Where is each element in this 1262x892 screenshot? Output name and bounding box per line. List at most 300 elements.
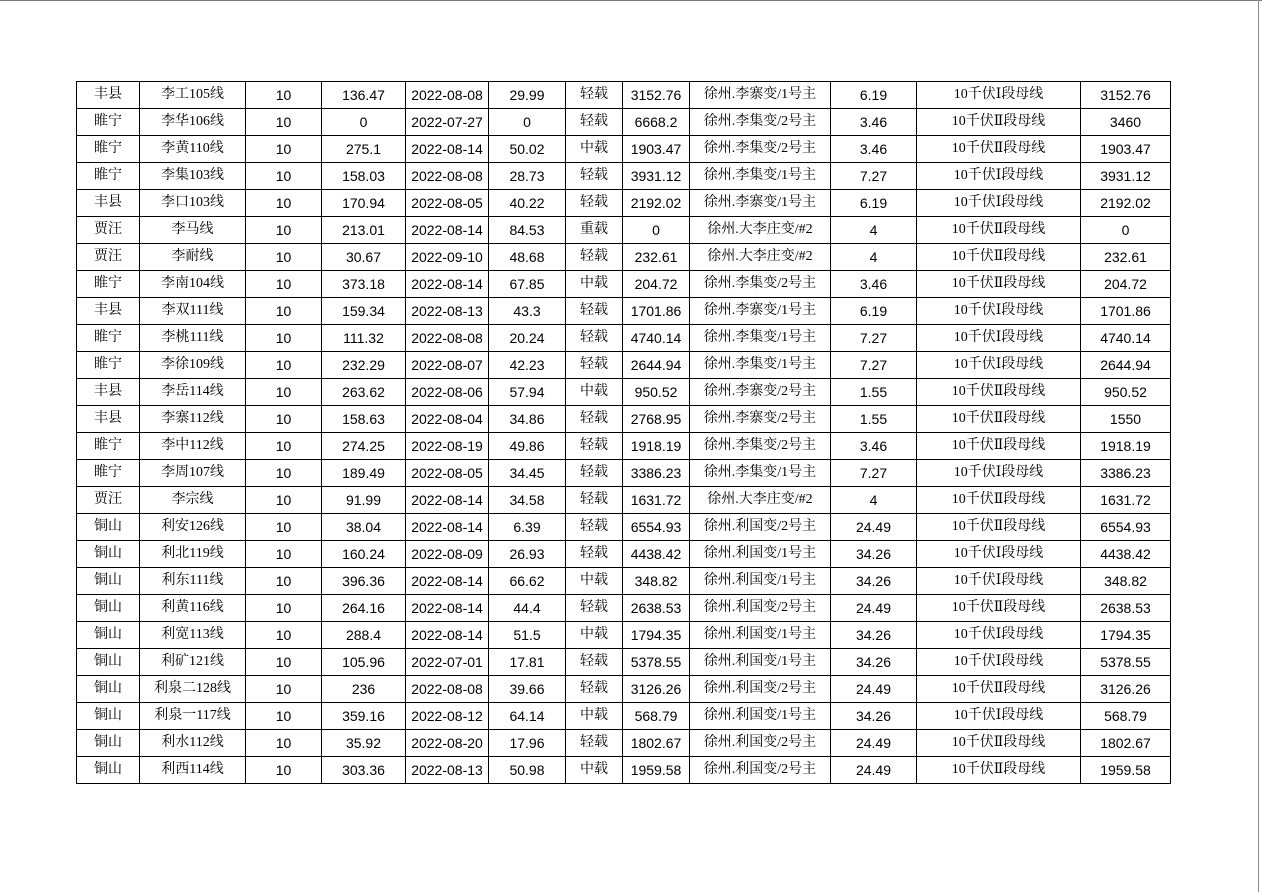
substation-cell: 徐州.利国变/2号主 (690, 676, 831, 703)
district-cell: 丰县 (77, 379, 140, 406)
load-rate-cell: 67.85 (489, 271, 566, 298)
voltage-cell: 10 (246, 487, 322, 514)
capacity-cell: 1701.86 (623, 298, 690, 325)
date-cell: 2022-08-08 (406, 676, 489, 703)
date-cell: 2022-08-14 (406, 595, 489, 622)
transformer-value-cell: 4 (831, 487, 917, 514)
busbar-cell: 10千伏Ⅱ段母线 (917, 757, 1081, 784)
available-capacity-cell: 3126.26 (1081, 676, 1171, 703)
feeder-load-table (76, 81, 1171, 784)
current-cell: 158.63 (322, 406, 406, 433)
capacity-cell: 6554.93 (623, 514, 690, 541)
capacity-cell: 2768.95 (623, 406, 690, 433)
date-cell: 2022-08-12 (406, 703, 489, 730)
busbar-cell: 10千伏Ⅱ段母线 (917, 730, 1081, 757)
current-cell: 159.34 (322, 298, 406, 325)
line-name-cell: 李工105线 (140, 82, 246, 109)
load-rate-cell: 39.66 (489, 676, 566, 703)
busbar-cell: 10千伏Ⅱ段母线 (917, 514, 1081, 541)
load-status-cell: 轻载 (566, 244, 623, 271)
district-cell: 铜山 (77, 676, 140, 703)
capacity-cell: 1794.35 (623, 622, 690, 649)
available-capacity-cell: 5378.55 (1081, 649, 1171, 676)
line-name-cell: 李集103线 (140, 163, 246, 190)
load-rate-cell: 64.14 (489, 703, 566, 730)
current-cell: 275.1 (322, 136, 406, 163)
busbar-cell: 10千伏Ⅱ段母线 (917, 271, 1081, 298)
substation-cell: 徐州.李集变/1号主 (690, 325, 831, 352)
district-cell: 铜山 (77, 514, 140, 541)
date-cell: 2022-08-14 (406, 568, 489, 595)
load-rate-cell: 34.58 (489, 487, 566, 514)
district-cell: 睢宁 (77, 109, 140, 136)
district-cell: 睢宁 (77, 433, 140, 460)
load-status-cell: 轻载 (566, 541, 623, 568)
available-capacity-cell: 204.72 (1081, 271, 1171, 298)
load-rate-cell: 29.99 (489, 82, 566, 109)
substation-cell: 徐州.利国变/1号主 (690, 568, 831, 595)
current-cell: 396.36 (322, 568, 406, 595)
busbar-cell: 10千伏Ⅱ段母线 (917, 217, 1081, 244)
table-row (77, 271, 1171, 298)
date-cell: 2022-08-14 (406, 487, 489, 514)
capacity-cell: 3931.12 (623, 163, 690, 190)
table-row (77, 568, 1171, 595)
load-rate-cell: 51.5 (489, 622, 566, 649)
voltage-cell: 10 (246, 190, 322, 217)
capacity-cell: 2644.94 (623, 352, 690, 379)
current-cell: 373.18 (322, 271, 406, 298)
substation-cell: 徐州.利国变/2号主 (690, 730, 831, 757)
line-name-cell: 李马线 (140, 217, 246, 244)
table-row (77, 541, 1171, 568)
table-row (77, 136, 1171, 163)
district-cell: 睢宁 (77, 352, 140, 379)
current-cell: 170.94 (322, 190, 406, 217)
load-status-cell: 中载 (566, 622, 623, 649)
line-name-cell: 利北119线 (140, 541, 246, 568)
load-rate-cell: 34.86 (489, 406, 566, 433)
substation-cell: 徐州.大李庄变/#2 (690, 244, 831, 271)
busbar-cell: 10千伏Ⅰ段母线 (917, 298, 1081, 325)
voltage-cell: 10 (246, 649, 322, 676)
capacity-cell: 3126.26 (623, 676, 690, 703)
current-cell: 288.4 (322, 622, 406, 649)
date-cell: 2022-08-08 (406, 163, 489, 190)
load-status-cell: 轻载 (566, 352, 623, 379)
date-cell: 2022-08-05 (406, 460, 489, 487)
load-status-cell: 中载 (566, 568, 623, 595)
available-capacity-cell: 1903.47 (1081, 136, 1171, 163)
load-rate-cell: 57.94 (489, 379, 566, 406)
load-status-cell: 轻载 (566, 649, 623, 676)
table-row (77, 649, 1171, 676)
current-cell: 189.49 (322, 460, 406, 487)
district-cell: 铜山 (77, 622, 140, 649)
transformer-value-cell: 3.46 (831, 109, 917, 136)
capacity-cell: 4740.14 (623, 325, 690, 352)
available-capacity-cell: 1631.72 (1081, 487, 1171, 514)
district-cell: 丰县 (77, 190, 140, 217)
transformer-value-cell: 7.27 (831, 163, 917, 190)
transformer-value-cell: 24.49 (831, 595, 917, 622)
substation-cell: 徐州.李寨变/2号主 (690, 379, 831, 406)
substation-cell: 徐州.利国变/2号主 (690, 757, 831, 784)
busbar-cell: 10千伏Ⅰ段母线 (917, 352, 1081, 379)
load-rate-cell: 34.45 (489, 460, 566, 487)
district-cell: 贾汪 (77, 244, 140, 271)
busbar-cell: 10千伏Ⅱ段母线 (917, 595, 1081, 622)
district-cell: 丰县 (77, 298, 140, 325)
table-row (77, 244, 1171, 271)
district-cell: 铜山 (77, 730, 140, 757)
available-capacity-cell: 1802.67 (1081, 730, 1171, 757)
load-rate-cell: 17.81 (489, 649, 566, 676)
table-row (77, 460, 1171, 487)
capacity-cell: 3386.23 (623, 460, 690, 487)
available-capacity-cell: 950.52 (1081, 379, 1171, 406)
busbar-cell: 10千伏Ⅰ段母线 (917, 190, 1081, 217)
substation-cell: 徐州.利国变/1号主 (690, 649, 831, 676)
load-status-cell: 轻载 (566, 298, 623, 325)
table-row (77, 406, 1171, 433)
substation-cell: 徐州.李集变/1号主 (690, 163, 831, 190)
busbar-cell: 10千伏Ⅱ段母线 (917, 433, 1081, 460)
transformer-value-cell: 7.27 (831, 352, 917, 379)
current-cell: 105.96 (322, 649, 406, 676)
table-row (77, 622, 1171, 649)
load-status-cell: 轻载 (566, 109, 623, 136)
table-row (77, 379, 1171, 406)
district-cell: 睢宁 (77, 163, 140, 190)
date-cell: 2022-08-13 (406, 757, 489, 784)
capacity-cell: 232.61 (623, 244, 690, 271)
transformer-value-cell: 3.46 (831, 433, 917, 460)
busbar-cell: 10千伏Ⅰ段母线 (917, 649, 1081, 676)
current-cell: 263.62 (322, 379, 406, 406)
transformer-value-cell: 34.26 (831, 541, 917, 568)
district-cell: 贾汪 (77, 487, 140, 514)
load-rate-cell: 20.24 (489, 325, 566, 352)
available-capacity-cell: 2192.02 (1081, 190, 1171, 217)
transformer-value-cell: 3.46 (831, 136, 917, 163)
available-capacity-cell: 3931.12 (1081, 163, 1171, 190)
table-row (77, 703, 1171, 730)
capacity-cell: 348.82 (623, 568, 690, 595)
table-row (77, 514, 1171, 541)
table-row (77, 433, 1171, 460)
busbar-cell: 10千伏Ⅱ段母线 (917, 109, 1081, 136)
transformer-value-cell: 1.55 (831, 379, 917, 406)
date-cell: 2022-08-04 (406, 406, 489, 433)
voltage-cell: 10 (246, 298, 322, 325)
busbar-cell: 10千伏Ⅰ段母线 (917, 703, 1081, 730)
load-status-cell: 中载 (566, 136, 623, 163)
load-rate-cell: 28.73 (489, 163, 566, 190)
district-cell: 睢宁 (77, 271, 140, 298)
district-cell: 铜山 (77, 568, 140, 595)
available-capacity-cell: 6554.93 (1081, 514, 1171, 541)
current-cell: 91.99 (322, 487, 406, 514)
load-status-cell: 轻载 (566, 190, 623, 217)
current-cell: 303.36 (322, 757, 406, 784)
table-row (77, 298, 1171, 325)
load-status-cell: 轻载 (566, 406, 623, 433)
date-cell: 2022-08-14 (406, 271, 489, 298)
transformer-value-cell: 34.26 (831, 568, 917, 595)
load-status-cell: 轻载 (566, 82, 623, 109)
substation-cell: 徐州.李集变/2号主 (690, 271, 831, 298)
district-cell: 贾汪 (77, 217, 140, 244)
load-status-cell: 轻载 (566, 514, 623, 541)
busbar-cell: 10千伏Ⅱ段母线 (917, 406, 1081, 433)
line-name-cell: 利黄116线 (140, 595, 246, 622)
available-capacity-cell: 3152.76 (1081, 82, 1171, 109)
substation-cell: 徐州.李集变/1号主 (690, 352, 831, 379)
capacity-cell: 1802.67 (623, 730, 690, 757)
line-name-cell: 李宗线 (140, 487, 246, 514)
available-capacity-cell: 0 (1081, 217, 1171, 244)
table-row (77, 487, 1171, 514)
voltage-cell: 10 (246, 514, 322, 541)
transformer-value-cell: 6.19 (831, 298, 917, 325)
capacity-cell: 2192.02 (623, 190, 690, 217)
date-cell: 2022-09-10 (406, 244, 489, 271)
busbar-cell: 10千伏Ⅱ段母线 (917, 379, 1081, 406)
transformer-value-cell: 6.19 (831, 190, 917, 217)
substation-cell: 徐州.李集变/2号主 (690, 433, 831, 460)
substation-cell: 徐州.李寨变/1号主 (690, 298, 831, 325)
voltage-cell: 10 (246, 82, 322, 109)
load-rate-cell: 84.53 (489, 217, 566, 244)
table-row (77, 217, 1171, 244)
capacity-cell: 568.79 (623, 703, 690, 730)
table-row (77, 163, 1171, 190)
date-cell: 2022-08-14 (406, 622, 489, 649)
substation-cell: 徐州.李集变/2号主 (690, 109, 831, 136)
load-status-cell: 轻载 (566, 163, 623, 190)
load-rate-cell: 50.02 (489, 136, 566, 163)
available-capacity-cell: 2644.94 (1081, 352, 1171, 379)
load-rate-cell: 43.3 (489, 298, 566, 325)
load-rate-cell: 66.62 (489, 568, 566, 595)
line-name-cell: 利西114线 (140, 757, 246, 784)
current-cell: 160.24 (322, 541, 406, 568)
load-rate-cell: 6.39 (489, 514, 566, 541)
current-cell: 0 (322, 109, 406, 136)
transformer-value-cell: 34.26 (831, 703, 917, 730)
busbar-cell: 10千伏Ⅱ段母线 (917, 676, 1081, 703)
load-status-cell: 中载 (566, 271, 623, 298)
table-row (77, 325, 1171, 352)
table-row (77, 82, 1171, 109)
current-cell: 236 (322, 676, 406, 703)
voltage-cell: 10 (246, 460, 322, 487)
voltage-cell: 10 (246, 325, 322, 352)
available-capacity-cell: 232.61 (1081, 244, 1171, 271)
date-cell: 2022-08-06 (406, 379, 489, 406)
line-name-cell: 李徐109线 (140, 352, 246, 379)
table-row (77, 190, 1171, 217)
load-status-cell: 中载 (566, 757, 623, 784)
capacity-cell: 204.72 (623, 271, 690, 298)
load-rate-cell: 40.22 (489, 190, 566, 217)
available-capacity-cell: 3460 (1081, 109, 1171, 136)
line-name-cell: 李华106线 (140, 109, 246, 136)
line-name-cell: 李双111线 (140, 298, 246, 325)
current-cell: 136.47 (322, 82, 406, 109)
available-capacity-cell: 568.79 (1081, 703, 1171, 730)
load-status-cell: 轻载 (566, 730, 623, 757)
transformer-value-cell: 4 (831, 244, 917, 271)
current-cell: 158.03 (322, 163, 406, 190)
line-name-cell: 李黄110线 (140, 136, 246, 163)
district-cell: 丰县 (77, 406, 140, 433)
voltage-cell: 10 (246, 703, 322, 730)
load-status-cell: 轻载 (566, 487, 623, 514)
transformer-value-cell: 6.19 (831, 82, 917, 109)
substation-cell: 徐州.李寨变/2号主 (690, 406, 831, 433)
load-rate-cell: 44.4 (489, 595, 566, 622)
available-capacity-cell: 1701.86 (1081, 298, 1171, 325)
substation-cell: 徐州.大李庄变/#2 (690, 487, 831, 514)
table-row (77, 757, 1171, 784)
busbar-cell: 10千伏Ⅰ段母线 (917, 325, 1081, 352)
substation-cell: 徐州.李集变/2号主 (690, 136, 831, 163)
voltage-cell: 10 (246, 541, 322, 568)
date-cell: 2022-08-14 (406, 514, 489, 541)
table-row (77, 730, 1171, 757)
date-cell: 2022-08-08 (406, 325, 489, 352)
capacity-cell: 1918.19 (623, 433, 690, 460)
district-cell: 铜山 (77, 703, 140, 730)
load-rate-cell: 48.68 (489, 244, 566, 271)
line-name-cell: 李桃111线 (140, 325, 246, 352)
line-name-cell: 利泉二128线 (140, 676, 246, 703)
voltage-cell: 10 (246, 271, 322, 298)
line-name-cell: 李中112线 (140, 433, 246, 460)
busbar-cell: 10千伏Ⅱ段母线 (917, 244, 1081, 271)
voltage-cell: 10 (246, 406, 322, 433)
table-row (77, 595, 1171, 622)
load-status-cell: 轻载 (566, 460, 623, 487)
date-cell: 2022-07-27 (406, 109, 489, 136)
line-name-cell: 李口103线 (140, 190, 246, 217)
available-capacity-cell: 1959.58 (1081, 757, 1171, 784)
load-status-cell: 轻载 (566, 325, 623, 352)
table-row (77, 676, 1171, 703)
available-capacity-cell: 3386.23 (1081, 460, 1171, 487)
available-capacity-cell: 4438.42 (1081, 541, 1171, 568)
date-cell: 2022-08-14 (406, 217, 489, 244)
voltage-cell: 10 (246, 433, 322, 460)
line-name-cell: 利东111线 (140, 568, 246, 595)
capacity-cell: 6668.2 (623, 109, 690, 136)
available-capacity-cell: 2638.53 (1081, 595, 1171, 622)
current-cell: 213.01 (322, 217, 406, 244)
page-top-border (0, 0, 1262, 1)
load-status-cell: 中载 (566, 703, 623, 730)
substation-cell: 徐州.利国变/2号主 (690, 514, 831, 541)
transformer-value-cell: 24.49 (831, 676, 917, 703)
voltage-cell: 10 (246, 595, 322, 622)
available-capacity-cell: 1550 (1081, 406, 1171, 433)
table-row (77, 352, 1171, 379)
voltage-cell: 10 (246, 352, 322, 379)
transformer-value-cell: 1.55 (831, 406, 917, 433)
busbar-cell: 10千伏Ⅰ段母线 (917, 82, 1081, 109)
date-cell: 2022-08-05 (406, 190, 489, 217)
current-cell: 274.25 (322, 433, 406, 460)
district-cell: 睢宁 (77, 460, 140, 487)
voltage-cell: 10 (246, 217, 322, 244)
load-status-cell: 轻载 (566, 433, 623, 460)
substation-cell: 徐州.利国变/2号主 (690, 595, 831, 622)
date-cell: 2022-08-13 (406, 298, 489, 325)
substation-cell: 徐州.大李庄变/#2 (690, 217, 831, 244)
capacity-cell: 1903.47 (623, 136, 690, 163)
line-name-cell: 利矿121线 (140, 649, 246, 676)
substation-cell: 徐州.李寨变/1号主 (690, 82, 831, 109)
voltage-cell: 10 (246, 136, 322, 163)
available-capacity-cell: 4740.14 (1081, 325, 1171, 352)
capacity-cell: 950.52 (623, 379, 690, 406)
district-cell: 睢宁 (77, 136, 140, 163)
transformer-value-cell: 24.49 (831, 730, 917, 757)
busbar-cell: 10千伏Ⅱ段母线 (917, 487, 1081, 514)
capacity-cell: 1959.58 (623, 757, 690, 784)
load-rate-cell: 49.86 (489, 433, 566, 460)
district-cell: 铜山 (77, 595, 140, 622)
transformer-value-cell: 34.26 (831, 649, 917, 676)
current-cell: 359.16 (322, 703, 406, 730)
date-cell: 2022-08-09 (406, 541, 489, 568)
table-body (77, 82, 1171, 784)
busbar-cell: 10千伏Ⅰ段母线 (917, 541, 1081, 568)
substation-cell: 徐州.利国变/1号主 (690, 622, 831, 649)
line-name-cell: 李岳114线 (140, 379, 246, 406)
available-capacity-cell: 348.82 (1081, 568, 1171, 595)
substation-cell: 徐州.利国变/1号主 (690, 703, 831, 730)
line-name-cell: 利泉一117线 (140, 703, 246, 730)
voltage-cell: 10 (246, 109, 322, 136)
line-name-cell: 李南104线 (140, 271, 246, 298)
load-rate-cell: 0 (489, 109, 566, 136)
line-name-cell: 利安126线 (140, 514, 246, 541)
current-cell: 35.92 (322, 730, 406, 757)
transformer-value-cell: 4 (831, 217, 917, 244)
line-name-cell: 利宽113线 (140, 622, 246, 649)
transformer-value-cell: 34.26 (831, 622, 917, 649)
date-cell: 2022-07-01 (406, 649, 489, 676)
district-cell: 睢宁 (77, 325, 140, 352)
line-name-cell: 李寨112线 (140, 406, 246, 433)
district-cell: 丰县 (77, 82, 140, 109)
district-cell: 铜山 (77, 649, 140, 676)
date-cell: 2022-08-20 (406, 730, 489, 757)
line-name-cell: 李耐线 (140, 244, 246, 271)
voltage-cell: 10 (246, 379, 322, 406)
load-status-cell: 轻载 (566, 676, 623, 703)
voltage-cell: 10 (246, 676, 322, 703)
load-status-cell: 中载 (566, 379, 623, 406)
transformer-value-cell: 24.49 (831, 514, 917, 541)
capacity-cell: 0 (623, 217, 690, 244)
page-right-border (1258, 0, 1259, 892)
transformer-value-cell: 7.27 (831, 460, 917, 487)
load-rate-cell: 50.98 (489, 757, 566, 784)
substation-cell: 徐州.李集变/1号主 (690, 460, 831, 487)
